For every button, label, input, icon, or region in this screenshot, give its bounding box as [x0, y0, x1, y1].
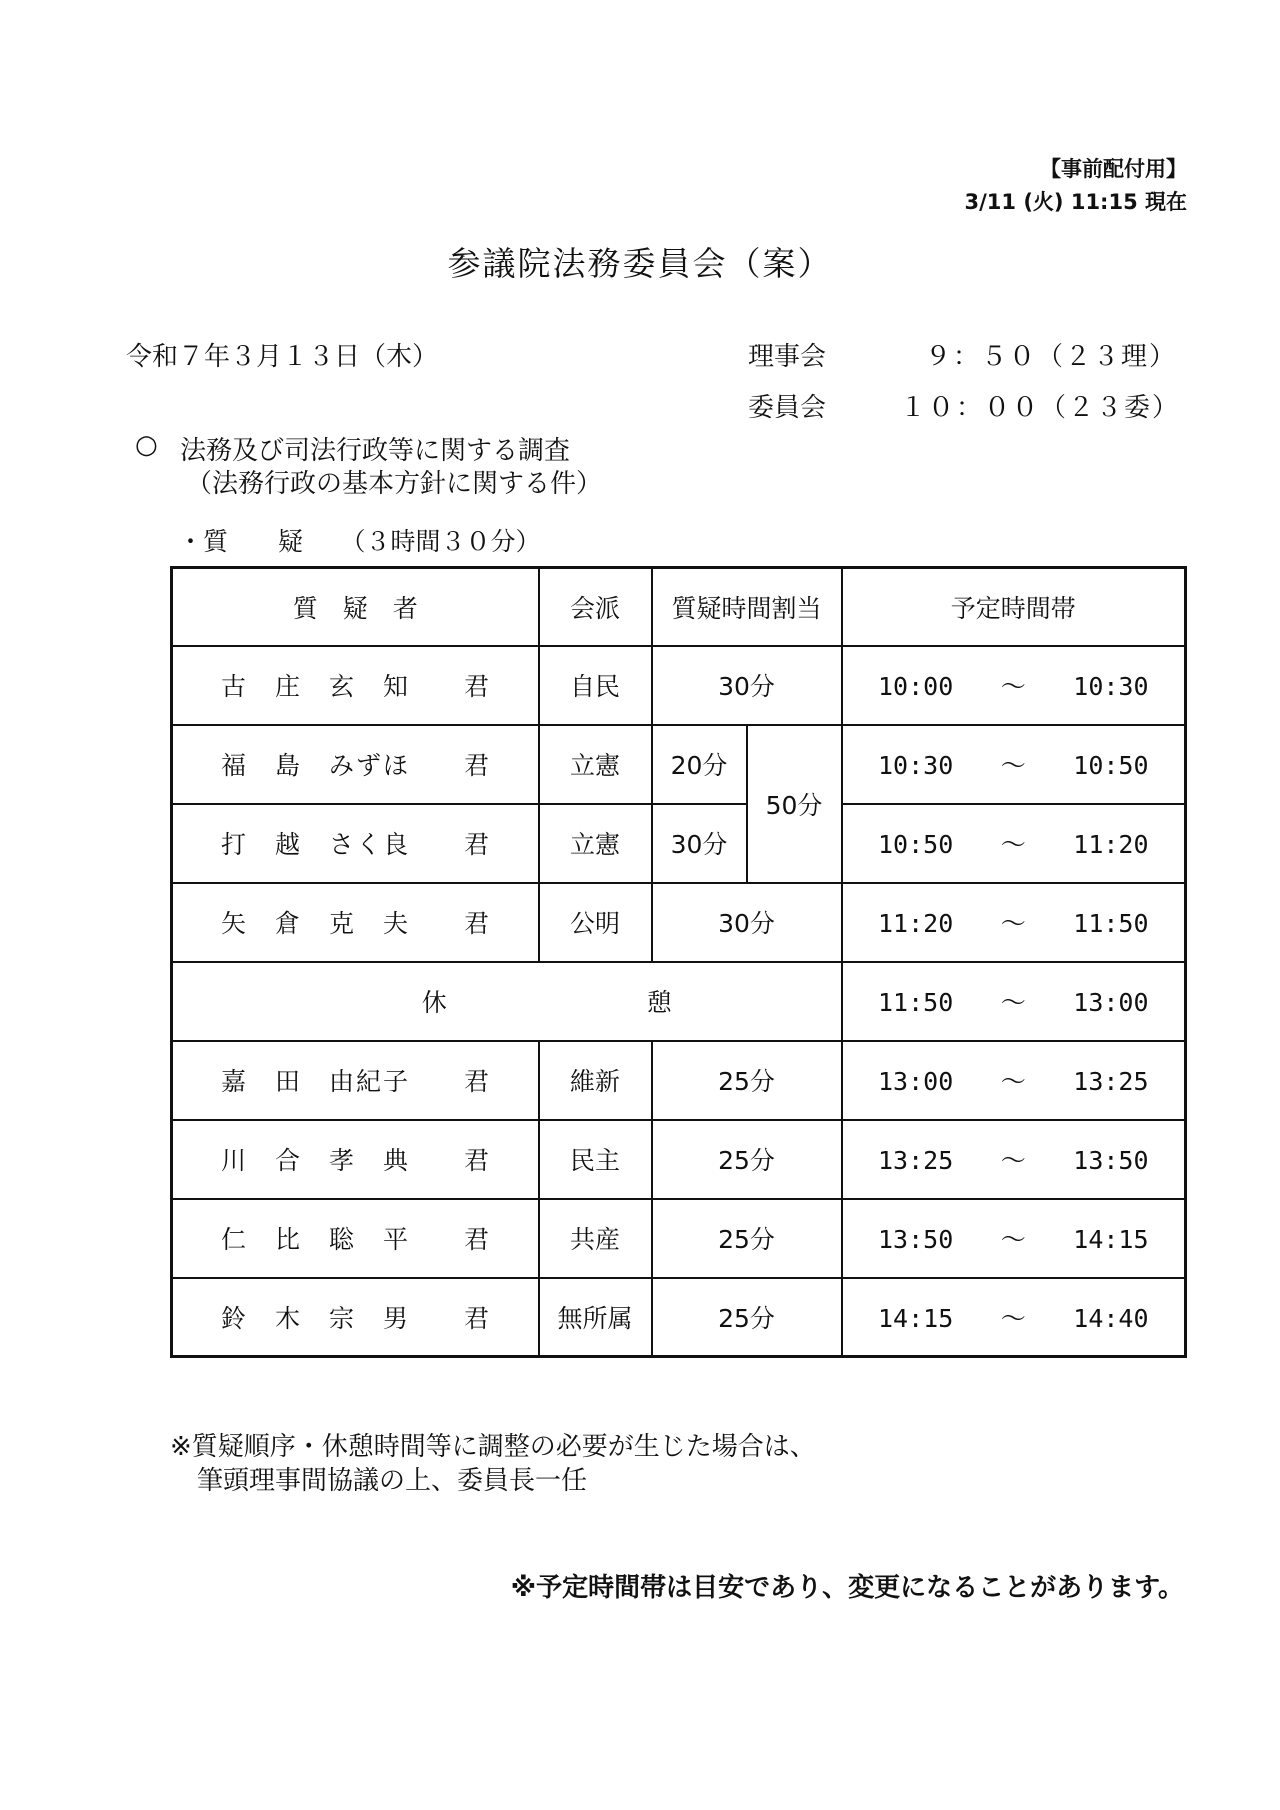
slot-start: 10:30 [878, 751, 954, 780]
time-slot [842, 646, 1186, 725]
time-slot [842, 725, 1186, 804]
party-name: 無所属 [539, 1278, 652, 1357]
slot-start: 14:15 [878, 1303, 954, 1333]
header-timeslot: 予定時間帯 [842, 568, 1186, 646]
allotted-minutes: 25分 [652, 1199, 842, 1278]
slot-separator: 〜 [1000, 988, 1026, 1017]
table-row [172, 1041, 1186, 1120]
committee-meeting-label: 委員会 [748, 393, 827, 423]
committee-meeting-time: １０：００（２３委） [900, 393, 1181, 423]
slot-end: 14:15 [1073, 1225, 1149, 1254]
agenda-subtitle: （法務行政の基本方針に関する件） [186, 469, 603, 499]
break-row [172, 962, 1186, 1041]
questioner-name: 仁 比 聡 平 君 [172, 1199, 539, 1278]
slot-start: 13:50 [878, 1225, 954, 1254]
time-slot [842, 1199, 1186, 1278]
time-slot [842, 883, 1186, 962]
party-name: 維新 [539, 1041, 652, 1120]
header-party: 会派 [539, 568, 652, 646]
board-meeting-label: 理事会 [748, 342, 827, 372]
slot-end: 10:50 [1073, 751, 1149, 780]
slot-end: 10:30 [1073, 672, 1149, 701]
slot-end: 13:00 [1073, 988, 1149, 1017]
break-label-b: 憩 [646, 988, 672, 1017]
allotted-minutes: 25分 [652, 1041, 842, 1120]
board-meeting-time: ９：５０（２３理） [925, 342, 1178, 372]
allotted-minutes: 25分 [652, 1120, 842, 1199]
questioner-name: 矢 倉 克 夫 君 [172, 883, 539, 962]
slot-end: 13:50 [1073, 1146, 1149, 1175]
adjustment-note-line1: ※質疑順序・休憩時間等に調整の必要が生じた場合は、 [170, 1432, 816, 1462]
time-slot [842, 1120, 1186, 1199]
table-row [172, 646, 1186, 725]
slot-start: 10:50 [878, 830, 954, 859]
questioner-name: 古 庄 玄 知 君 [172, 646, 539, 725]
header-allotment: 質疑時間割当 [652, 568, 842, 646]
questioner-name: 打 越 さく良 君 [172, 804, 539, 883]
combined-allotment: 50分 [747, 725, 842, 883]
slot-start: 11:20 [878, 909, 954, 938]
table-row [172, 804, 1186, 883]
slot-separator: 〜 [1000, 830, 1026, 859]
table-row [172, 1278, 1186, 1357]
questioner-name: 川 合 孝 典 君 [172, 1120, 539, 1199]
slot-separator: 〜 [1000, 1303, 1026, 1333]
slot-start: 11:50 [878, 988, 954, 1017]
slot-separator: 〜 [1000, 1067, 1026, 1096]
party-name: 自民 [539, 646, 652, 725]
slot-end: 14:40 [1073, 1303, 1149, 1333]
table-row [172, 725, 1186, 804]
slot-end: 13:25 [1073, 1067, 1149, 1096]
questioner-name: 鈴 木 宗 男 君 [172, 1278, 539, 1357]
slot-separator: 〜 [1000, 1225, 1026, 1254]
document-title: 参議院法務委員会（案） [447, 244, 833, 283]
slot-end: 11:20 [1073, 830, 1149, 859]
time-slot [842, 962, 1186, 1041]
party-name: 共産 [539, 1199, 652, 1278]
meeting-date: 令和７年３月１３日（木） [126, 342, 439, 372]
time-slot [842, 1278, 1186, 1357]
slot-start: 10:00 [878, 672, 954, 701]
table-row [172, 883, 1186, 962]
questioning-schedule-table [170, 566, 1187, 1358]
slot-separator: 〜 [1000, 751, 1026, 780]
break-label-a: 休 [421, 988, 447, 1017]
slot-start: 13:25 [878, 1146, 954, 1175]
allotted-minutes: 20分 [652, 725, 747, 804]
table-row [172, 1120, 1186, 1199]
timeslot-disclaimer: ※予定時間帯は目安であり、変更になることがあります。 [510, 1573, 1184, 1603]
time-slot [842, 804, 1186, 883]
table-header-row [172, 568, 1186, 646]
distribution-tag: 【事前配付用】 [1040, 157, 1187, 181]
questioner-name: 福 島 みずほ 君 [172, 725, 539, 804]
agenda-bullet: ○ [135, 430, 158, 460]
questioner-name: 嘉 田 由紀子 君 [172, 1041, 539, 1120]
as-of-timestamp: 3/11 (火) 11:15 現在 [964, 190, 1187, 214]
slot-separator: 〜 [1000, 909, 1026, 938]
allotted-minutes: 30分 [652, 646, 842, 725]
allotted-minutes: 30分 [652, 804, 747, 883]
allotted-minutes: 25分 [652, 1278, 842, 1357]
slot-separator: 〜 [1000, 672, 1026, 701]
allotted-minutes: 30分 [652, 883, 842, 962]
table-row [172, 1199, 1186, 1278]
party-name: 民主 [539, 1120, 652, 1199]
party-name: 立憲 [539, 804, 652, 883]
party-name: 公明 [539, 883, 652, 962]
slot-start: 13:00 [878, 1067, 954, 1096]
header-questioner: 質 疑 者 [172, 568, 539, 646]
slot-end: 11:50 [1073, 909, 1149, 938]
time-slot [842, 1041, 1186, 1120]
party-name: 立憲 [539, 725, 652, 804]
break-label [172, 962, 842, 1041]
agenda-title: 法務及び司法行政等に関する調査 [180, 436, 571, 466]
adjustment-note-line2: 筆頭理事間協議の上、委員長一任 [197, 1466, 588, 1496]
section-label: ・質 疑 （３時間３０分） [178, 527, 541, 556]
slot-separator: 〜 [1000, 1146, 1026, 1175]
